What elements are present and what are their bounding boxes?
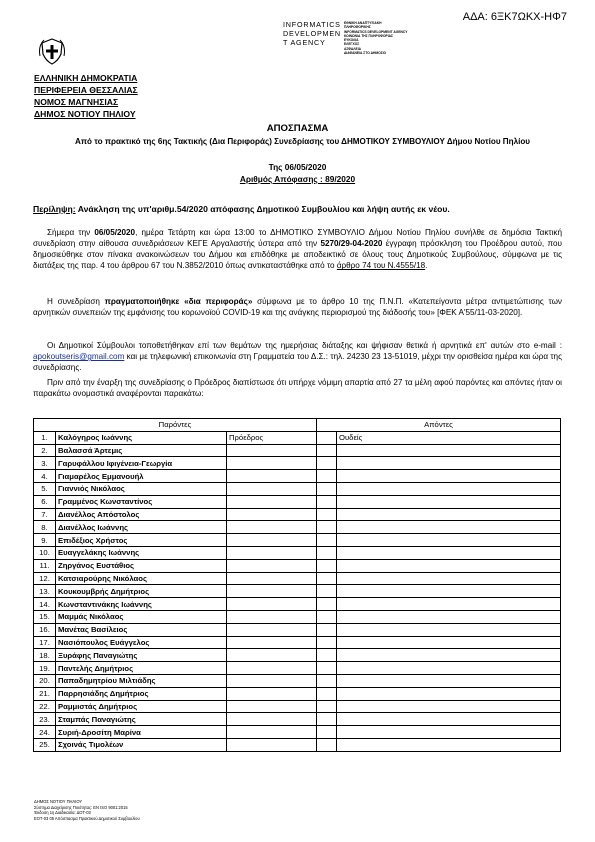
- absent-number: [317, 713, 337, 726]
- absent-name: [337, 726, 561, 739]
- minutes-source: Από το πρακτικό της 6ης Τακτικής (Δια Περιφοράς) Συνεδρίασης του ΔΗΜΟΤΙΚΟΥ ΣΥΜΒΟΥΛΙΟΥ Δήμου Νοτίου Πηλίου: [75, 137, 530, 146]
- member-name: Ζηργάνος Ευστάθιος: [56, 559, 227, 572]
- table-row: [34, 623, 561, 636]
- member-role: [227, 546, 317, 559]
- member-role: [227, 674, 317, 687]
- absent-number: [317, 546, 337, 559]
- member-role: [227, 572, 317, 585]
- table-row: [34, 444, 561, 457]
- member-name: Σταμπάς Παναγιώτης: [56, 713, 227, 726]
- row-number: 24.: [34, 726, 56, 739]
- row-number: 11.: [34, 559, 56, 572]
- document-footer: ΔΗΜΟΣ ΝΟΤΙΟΥ ΠΗΛΙΟΥ Σύστημα Διαχείρισης Ποιότητας: ΕΝ ISO 9001:2015 Έκδοση 1η Διαδικασία: ΔΟΤ-03 ΕΟΤ-03 05 Απόσπασμα Πρακτικού Δημοτικού Συμβουλίου: [34, 799, 140, 821]
- absent-name: [337, 495, 561, 508]
- member-role: [227, 713, 317, 726]
- row-number: 9.: [34, 534, 56, 547]
- absent-number: [317, 674, 337, 687]
- row-number: 7.: [34, 508, 56, 521]
- greek-emblem-icon: [38, 38, 66, 66]
- table-row: [34, 598, 561, 611]
- table-row: [34, 700, 561, 713]
- absent-name: [337, 546, 561, 559]
- ada-code: ΑΔΑ: 6ΞΚ7ΩΚΧ-ΗΦ7: [462, 11, 567, 23]
- member-name: Βαλασσά Άρτεμις: [56, 444, 227, 457]
- row-number: 14.: [34, 598, 56, 611]
- paragraph-quorum: Πριν από την έναρξη της συνεδρίασης ο Πρόεδρος διαπίστωσε ότι υπήρχε νόμιμη απαρτία από 27 τα μέλη αφού παρόντες και απόντες ήταν οι παρακάτω ονομαστικά αναφέρονται παρακάτω:: [33, 378, 562, 399]
- member-name: Γαρυφάλλου Ιφιγένεια-Γεωργία: [56, 457, 227, 470]
- absent-name: [337, 470, 561, 483]
- absent-number: [317, 636, 337, 649]
- table-row: [34, 431, 561, 444]
- absent-number: [317, 457, 337, 470]
- absent-name: [337, 713, 561, 726]
- row-number: 18.: [34, 649, 56, 662]
- table-row: [34, 559, 561, 572]
- member-name: Διανέλλος Ιωάννης: [56, 521, 227, 534]
- paragraph-remote-meeting: Η συνεδρίαση πραγματοποιήθηκε «δια περιφοράς» σύμφωνα με το άρθρο 10 της Π.Ν.Π. «Κατεπείγοντα μέτρα αντιμετώπισης των αρνητικών συνεπειών της εμφάνισης του κορωνοϊού COVID-19 και της ανάγκης περιορισμού της διάδοσής του» [ΦΕΚ Α'55/11-03-2020].: [33, 297, 562, 318]
- absent-name: [337, 623, 561, 636]
- absent-name: [337, 687, 561, 700]
- absent-number: [317, 572, 337, 585]
- absent-number: [317, 649, 337, 662]
- member-name: Παρρησιάδης Δημήτριος: [56, 687, 227, 700]
- absent-name: Ουδείς: [337, 431, 561, 444]
- absent-name: [337, 662, 561, 675]
- table-row: [34, 636, 561, 649]
- row-number: 1.: [34, 431, 56, 444]
- member-role: [227, 636, 317, 649]
- subject-label: Περίληψη:: [33, 204, 76, 214]
- absent-name: [337, 444, 561, 457]
- member-name: Γιαμαρέλος Εμμανουήλ: [56, 470, 227, 483]
- absent-number: [317, 598, 337, 611]
- member-name: Συριή-Δροσίτη Μαρίνα: [56, 726, 227, 739]
- table-row: [34, 470, 561, 483]
- subject-line: [33, 204, 450, 214]
- decision-number: Αριθμός Απόφασης : 89/2020: [239, 174, 356, 184]
- member-role: [227, 649, 317, 662]
- member-role: [227, 534, 317, 547]
- member-name: Ραμμιστάς Δημήτριος: [56, 700, 227, 713]
- member-name: Κωνσταντινάκης Ιωάννης: [56, 598, 227, 611]
- table-row: [34, 495, 561, 508]
- row-number: 21.: [34, 687, 56, 700]
- attendance-table: [33, 418, 561, 752]
- member-role: [227, 457, 317, 470]
- informatics-agency-logo: INFORMATICS DEVELOPMEN T AGENCY ΕΘΝΙΚΗ ΑΝΑΠΤΥΞΙΑΚΗ ΠΛΗΡΟΦΟΡΙΚΗΣ INFORMATICS DEVELOPMENT AGENCY ΚΟΙΝΩΝΙΑ ΤΗΣ ΠΛΗΡΟΦΟΡΙΑΣ ΕΥΚΟΛΙΑ ΕΛΕΓΧΟΣ ΑΣΦΑΛΕΙΑ ΔΙΑΦΑΝΕΙΑ ΣΤΟ ΔΗΜΟΣΙΟ: [283, 20, 408, 56]
- row-number: 13.: [34, 585, 56, 598]
- row-number: 25.: [34, 738, 56, 751]
- absent-name: [337, 610, 561, 623]
- row-number: 6.: [34, 495, 56, 508]
- member-name: Επιδέξιος Χρήστος: [56, 534, 227, 547]
- member-role: [227, 726, 317, 739]
- member-role: [227, 508, 317, 521]
- member-role: [227, 623, 317, 636]
- absent-number: [317, 662, 337, 675]
- row-number: 17.: [34, 636, 56, 649]
- table-row: [34, 482, 561, 495]
- member-name: Γιαννιός Νικόλαος: [56, 482, 227, 495]
- table-row: [34, 508, 561, 521]
- member-name: Παπαδημητρίου Μιλτιάδης: [56, 674, 227, 687]
- absent-name: [337, 534, 561, 547]
- absent-number: [317, 534, 337, 547]
- paragraph-voting: Οι Δημοτικοί Σύμβουλοι τοποθετήθηκαν επί των θεμάτων της ημερήσιας διάταξης και ψήφισαν θετικά ή αρνητικά επ' αυτών στο e-mail : apokoutseris@gmail.com και με τηλεφωνική επικοινωνία στη Γραμματεία του Δ.Σ.: τηλ. 24230 23 13-51019, μέχρι την ορισθείσα ημέρα και ώρα της συνεδρίασης.: [33, 341, 562, 373]
- absent-number: [317, 726, 337, 739]
- row-number: 12.: [34, 572, 56, 585]
- absent-number: [317, 431, 337, 444]
- absent-number: [317, 521, 337, 534]
- absent-number: [317, 738, 337, 751]
- absent-number: [317, 610, 337, 623]
- member-role: [227, 444, 317, 457]
- row-number: 5.: [34, 482, 56, 495]
- absent-number: [317, 482, 337, 495]
- document-heading: ΑΠΟΣΠΑΣΜΑ: [266, 123, 329, 134]
- member-name: Διανέλλος Απόστολος: [56, 508, 227, 521]
- absent-name: [337, 521, 561, 534]
- table-row: [34, 726, 561, 739]
- absent-name: [337, 559, 561, 572]
- table-row: [34, 687, 561, 700]
- meeting-date: Της 06/05/2020: [268, 162, 327, 172]
- absent-header: Απόντες: [317, 419, 561, 432]
- table-row: [34, 546, 561, 559]
- absent-name: [337, 482, 561, 495]
- table-row: [34, 457, 561, 470]
- absent-name: [337, 508, 561, 521]
- member-role: [227, 610, 317, 623]
- absent-number: [317, 623, 337, 636]
- row-number: 4.: [34, 470, 56, 483]
- row-number: 8.: [34, 521, 56, 534]
- email-link[interactable]: apokoutseris@gmail.com: [33, 352, 125, 362]
- table-row: [34, 585, 561, 598]
- row-number: 16.: [34, 623, 56, 636]
- paragraph-meeting-call: Σήμερα την 06/05/2020, ημέρα Τετάρτη και ώρα 13:00 το ΔΗΜΟΤΙΚΟ ΣΥΜΒΟΥΛΙΟ Δήμου Νοτίου Πηλίου συνήλθε σε δημόσια Τακτική συνεδρίαση στην αίθουσα συνεδριάσεων ΚΕΓΕ Αργαλαστής ύστερα από την 5270/29-04-2020 έγγραφη πρόσκληση του Προέδρου αυτού, που δημοσιεύθηκε στον πίνακα ανακοινώσεων του Δήμου και επιδόθηκε με αποδεικτικό σε όλους τους Δημοτικούς Συμβούλους, σύμφωνα με τις διατάξεις της παρ. 4 του άρθρου 67 του Ν.3852/2010 όπως αντικαταστάθηκε από το άρθρο 74 του Ν.4555/18.: [33, 228, 562, 271]
- member-name: Γραμμένος Κωνσταντίνος: [56, 495, 227, 508]
- member-role: [227, 700, 317, 713]
- table-row: [34, 713, 561, 726]
- member-name: Ευαγγελάκης Ιωάννης: [56, 546, 227, 559]
- absent-name: [337, 585, 561, 598]
- table-row: [34, 610, 561, 623]
- table-row: [34, 674, 561, 687]
- absent-number: [317, 470, 337, 483]
- member-role: [227, 482, 317, 495]
- absent-name: [337, 598, 561, 611]
- row-number: 22.: [34, 700, 56, 713]
- member-name: Μαμμάς Νικόλαος: [56, 610, 227, 623]
- absent-name: [337, 636, 561, 649]
- table-row: [34, 572, 561, 585]
- present-header: Παρόντες: [34, 419, 317, 432]
- member-name: Σχοινάς Τιμολέων: [56, 738, 227, 751]
- absent-number: [317, 585, 337, 598]
- absent-name: [337, 738, 561, 751]
- row-number: 23.: [34, 713, 56, 726]
- member-role: [227, 470, 317, 483]
- absent-name: [337, 572, 561, 585]
- absent-number: [317, 687, 337, 700]
- table-row: [34, 534, 561, 547]
- table-row: [34, 662, 561, 675]
- row-number: 15.: [34, 610, 56, 623]
- member-role: Πρόεδρος: [227, 431, 317, 444]
- table-row: [34, 649, 561, 662]
- member-role: [227, 738, 317, 751]
- absent-name: [337, 649, 561, 662]
- table-row: [34, 521, 561, 534]
- member-role: [227, 662, 317, 675]
- absent-name: [337, 457, 561, 470]
- law-reference-link[interactable]: άρθρο 74 του Ν.4555/18: [336, 261, 426, 271]
- row-number: 20.: [34, 674, 56, 687]
- row-number: 3.: [34, 457, 56, 470]
- absent-number: [317, 700, 337, 713]
- member-role: [227, 585, 317, 598]
- issuing-authority: ΕΛΛΗΝΙΚΗ ΔΗΜΟΚΡΑΤΙΑ ΠΕΡΙΦΕΡΕΙΑ ΘΕΣΣΑΛΙΑΣ ΝΟΜΟΣ ΜΑΓΝΗΣΙΑΣ ΔΗΜΟΣ ΝΟΤΙΟΥ ΠΗΛΙΟΥ: [34, 73, 138, 119]
- absent-number: [317, 559, 337, 572]
- table-row: [34, 738, 561, 751]
- member-name: Κουκουμβρής Δημήτριος: [56, 585, 227, 598]
- row-number: 10.: [34, 546, 56, 559]
- row-number: 19.: [34, 662, 56, 675]
- absent-number: [317, 508, 337, 521]
- member-name: Νασιόπουλος Ευάγγελος: [56, 636, 227, 649]
- member-role: [227, 559, 317, 572]
- absent-number: [317, 495, 337, 508]
- member-role: [227, 687, 317, 700]
- member-role: [227, 521, 317, 534]
- row-number: 2.: [34, 444, 56, 457]
- member-name: Μανέτας Βασίλειος: [56, 623, 227, 636]
- member-name: Κατσιαρούρης Νικόλαος: [56, 572, 227, 585]
- member-role: [227, 598, 317, 611]
- absent-number: [317, 444, 337, 457]
- absent-name: [337, 700, 561, 713]
- member-name: Παντελής Δημήτριος: [56, 662, 227, 675]
- member-name: Καλόγηρος Ιωάννης: [56, 431, 227, 444]
- member-role: [227, 495, 317, 508]
- subject-text: Ανάκληση της υπ'αριθμ.54/2020 απόφασης Δημοτικού Συμβουλίου και λήψη αυτής εκ νέου.: [77, 204, 450, 214]
- absent-name: [337, 674, 561, 687]
- member-name: Ξυράφης Παναγιώτης: [56, 649, 227, 662]
